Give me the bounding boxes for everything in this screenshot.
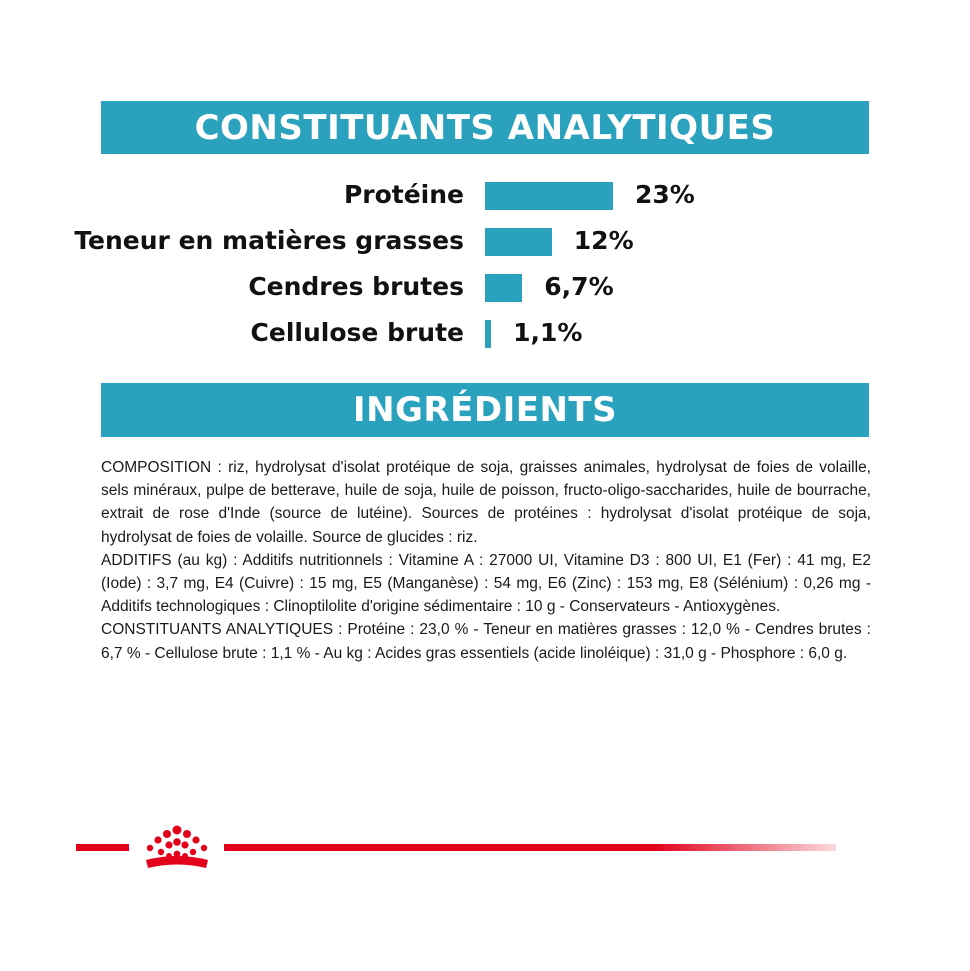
analytical-paragraph: CONSTITUANTS ANALYTIQUES : Protéine : 23,0 % - Teneur en matières grasses : 12,0 % - Cendres brutes : 6,7 % - Cellulose brute : 1,1 % - Au kg : Acides gras essentiels (acide linoléique) : 31,0 g - Phosphore : 6,0 g.	[101, 621, 871, 662]
section-title-analytics-text: CONSTITUANTS ANALYTIQUES	[194, 107, 776, 148]
constituent-label: Cendres brutes	[248, 272, 464, 301]
constituent-row	[0, 221, 970, 261]
constituent-value: 1,1%	[513, 318, 583, 347]
constituent-value: 23%	[635, 180, 695, 209]
constituent-label: Cellulose brute	[250, 318, 464, 347]
additives-paragraph: ADDITIFS (au kg) : Additifs nutritionnels : Vitamine A : 27000 UI, Vitamine D3 : 800 UI, E1 (Fer) : 41 mg, E2 (Iode) : 3,7 mg, E4 (Cuivre) : 15 mg, E5 (Manganèse) : 54 mg, E6 (Zinc) : 153 mg, E8 (Sélénium) : 0,26 mg - Additifs technologiques : Clinoptilolite d'origine sédimentaire : 10 g - Conservateurs - Antioxygènes.	[101, 551, 871, 616]
section-title-ingredients-text: INGRÉDIENTS	[352, 390, 618, 430]
ingredients-text	[101, 456, 871, 665]
brand-line-right	[224, 844, 836, 851]
constituents-chart	[0, 0, 970, 380]
brand-line-left	[76, 844, 129, 851]
constituent-bar	[485, 274, 522, 302]
constituent-row	[0, 267, 970, 307]
composition-paragraph: COMPOSITION : riz, hydrolysat d'isolat protéique de soja, graisses animales, hydrolysat de foies de volaille, sels minéraux, pulpe de betterave, huile de soja, huile de poisson, fructo-oligo-saccharides, huile de bourrache, extrait de rose d'Inde (source de lutéine). Sources de protéines : hydrolysat d'isolat protéique de soja, hydrolysat de foies de volaille. Source de glucides : riz.	[101, 459, 871, 546]
constituent-row	[0, 313, 970, 353]
constituent-row	[0, 175, 970, 215]
section-title-ingredients	[101, 383, 869, 437]
constituent-label: Teneur en matières grasses	[74, 226, 464, 255]
crown-icon	[136, 824, 218, 874]
constituent-bar	[485, 182, 613, 210]
constituent-value: 6,7%	[544, 272, 614, 301]
constituent-label: Protéine	[343, 180, 464, 209]
constituent-bar	[485, 320, 491, 348]
brand-footer	[76, 824, 836, 874]
constituent-bar	[485, 228, 552, 256]
constituent-value: 12%	[573, 226, 634, 255]
